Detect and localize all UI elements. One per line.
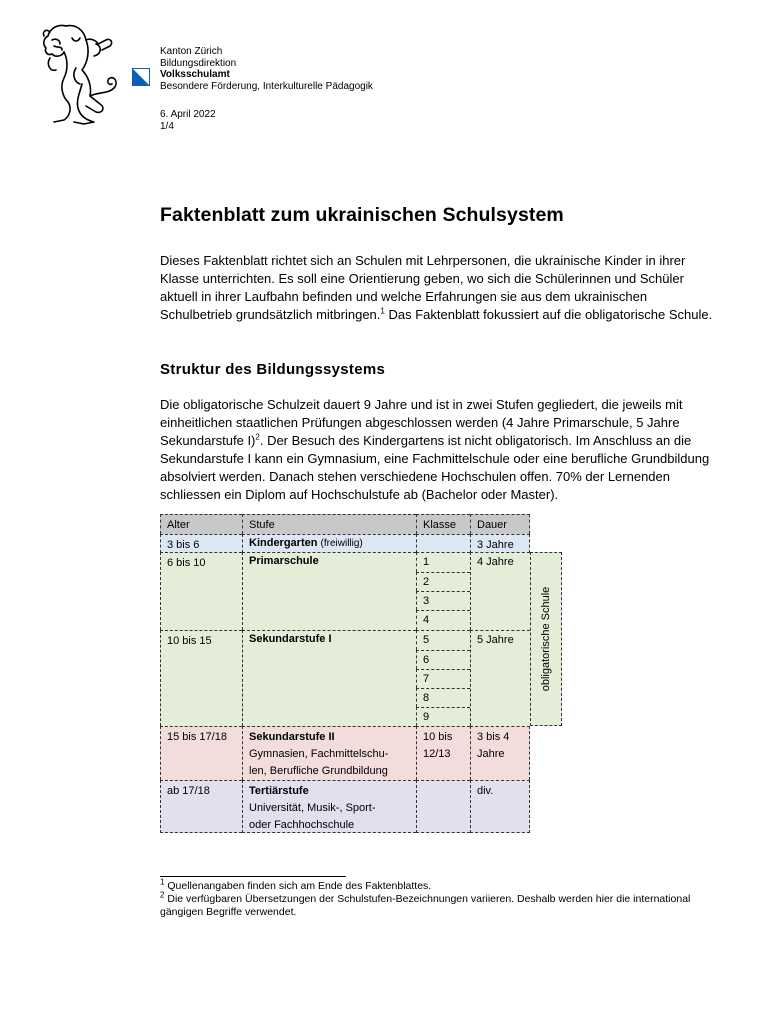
kindergarten-duration: 3 Jahre	[470, 534, 530, 553]
primary-age: 6 bis 10	[160, 552, 242, 630]
primary-level: Primarschule	[242, 552, 416, 630]
tertiary-level: Tertiärstufe Universität, Musik-, Sport- oder Fachhochschule	[242, 780, 416, 833]
kindergarten-level: Kindergarten (freiwillig)	[242, 534, 416, 553]
secondary2-grade: 10 bis 12/13	[416, 726, 470, 780]
footnote-2: $^2$ Die verfügbaren Übersetzungen der Schulstufen-Bezeichnungen variieren. Deshalb werden hier die international gängigen Begriffe verwendet.	[160, 890, 691, 918]
secondary1-grade-6: 6	[416, 650, 470, 669]
office-name: Volksschulamt	[160, 69, 230, 80]
secondary1-grade-8: 8	[416, 688, 470, 707]
secondary2-level: Sekundarstufe II Gymnasien, Fachmittelschu- len, Berufliche Grundbildung	[242, 726, 416, 780]
tertiary-duration: div.	[470, 780, 530, 833]
zurich-lion-icon	[36, 18, 122, 130]
primary-grade-3: 3	[416, 591, 470, 610]
organization-block	[160, 46, 373, 92]
table-header-duration: Dauer	[470, 514, 530, 534]
footnote-separator	[160, 876, 346, 877]
secondary1-duration: 5 Jahre	[470, 630, 530, 726]
structure-paragraph: Die obligatorische Schulzeit dauert 9 Jahre und ist in zwei Stufen gegliedert, die jeweils mit einheitlichen staatlichen Prüfungen abgeschlossen werden (4 Jahre Primarschule, 5 Jahre Sekundarstufe I)$^2$. Der Besuch des Kindergartens ist nicht obligatorisch. Im Anschluss an die Sekundarstufe I kann ein Gymnasium, eine Fachmittelschule oder eine berufliche Grundbildung absolviert werden. Danach stehen verschiedene Hochschulen offen. 70% der Lernenden schliessen ein Diplom auf Hochschulstufe ab (Bachelor oder Master).	[160, 397, 710, 502]
primary-grade-2: 2	[416, 572, 470, 591]
footnote-ref-2[interactable]: 2	[255, 432, 260, 442]
page-title: Faktenblatt zum ukrainischen Schulsystem	[160, 204, 564, 226]
secondary1-grade-9: 9	[416, 707, 470, 726]
secondary2-age: 15 bis 17/18	[160, 726, 242, 780]
secondary1-grade-7: 7	[416, 669, 470, 688]
kindergarten-grade	[416, 534, 470, 553]
tertiary-age: ab 17/18	[160, 780, 242, 833]
secondary2-duration: 3 bis 4 Jahre	[470, 726, 530, 780]
compulsory-school-label: obligatorische Schule	[530, 552, 562, 726]
kindergarten-age: 3 bis 6	[160, 534, 242, 553]
document-date: 6. April 2022	[160, 109, 216, 120]
section-heading: Struktur des Bildungssystems	[160, 361, 386, 378]
table-header-level: Stufe	[242, 514, 416, 534]
directorate-name: Bildungsdirektion	[160, 57, 237, 69]
table-header-age: Alter	[160, 514, 242, 534]
tertiary-grade	[416, 780, 470, 833]
secondary1-level: Sekundarstufe I	[242, 630, 416, 726]
intro-paragraph: Dieses Faktenblatt richtet sich an Schulen mit Lehrpersonen, die ukrainische Kinder in ihrer Klasse unterrichten. Es soll eine Orientierung geben, wo sich die Schülerinnen und Schüler aktuell in ihrer Laufbahn befinden und welche Erfahrungen sie aus dem ukrainischen Schulbetrieb grundsätzlich mitbringen.$^1$ Das Faktenblatt fokussiert auf die obligatorische Schule.	[160, 253, 713, 322]
page-number: 1/4	[160, 121, 174, 132]
secondary1-grade-5: 5	[416, 630, 470, 650]
primary-grade-4: 4	[416, 610, 470, 630]
table-header-grade: Klasse	[416, 514, 470, 534]
department-name: Besondere Förderung, Interkulturelle Pädagogik	[160, 80, 373, 92]
footnote-ref-1[interactable]: 1	[380, 306, 385, 316]
primary-duration: 4 Jahre	[470, 552, 530, 630]
secondary1-age: 10 bis 15	[160, 630, 242, 726]
primary-grade-1: 1	[416, 552, 470, 572]
zurich-canton-flag-icon	[132, 68, 150, 86]
canton-name: Kanton Zürich	[160, 46, 223, 57]
footnote-1: $^1$ Quellenangaben finden sich am Ende des Faktenblattes.	[160, 877, 432, 892]
date-block	[160, 109, 216, 133]
